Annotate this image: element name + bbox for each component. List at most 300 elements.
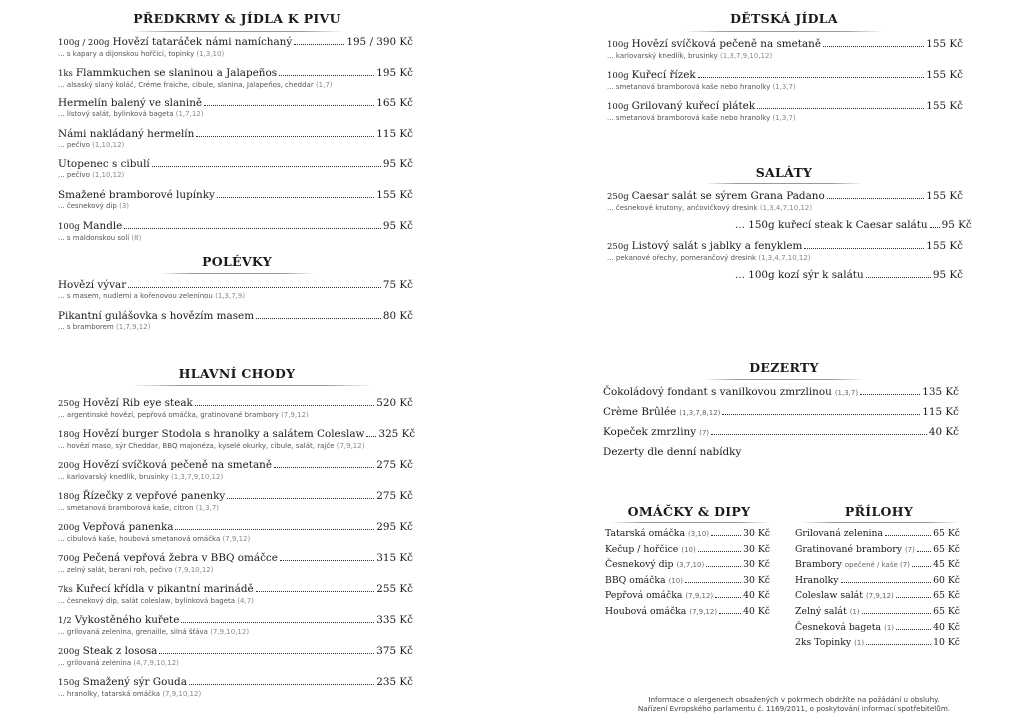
item-name: Kopeček zmrzliny (603, 426, 697, 438)
item-name: Grilovaný kuřecí plátek (631, 100, 756, 112)
menu-item-line (58, 67, 413, 81)
item-description-text: ... listový salát, bylinková bageta (58, 110, 174, 119)
allergen-footer (604, 695, 984, 713)
menu-item (605, 528, 770, 540)
menu-item (795, 528, 960, 540)
item-quantity: 250g (607, 242, 629, 252)
dot-leader (159, 653, 374, 654)
dot-leader (256, 591, 375, 592)
dot-leader (722, 414, 920, 415)
item-price: 95 Kč (382, 158, 413, 171)
menu-item-line (605, 606, 770, 618)
item-quantity: 100g / 200g (58, 38, 110, 48)
item-quantity: 200g (58, 647, 80, 657)
item-name: Hranolky (795, 574, 839, 586)
item-description (58, 504, 413, 513)
dot-leader (804, 248, 924, 249)
section-title-dezerty: DEZERTY (749, 360, 819, 375)
dot-leader (706, 566, 741, 567)
dot-leader (860, 394, 920, 395)
menu-item (605, 590, 770, 602)
footer-line-1: Informace o alergenech obsažených v pokrmech obdržíte na požádání u obsluhy. (648, 695, 940, 704)
item-name: Coleslaw salát (795, 590, 863, 602)
dot-leader (719, 613, 741, 614)
menu-item (607, 190, 972, 232)
item-description (607, 114, 963, 123)
item-price: 155 Kč (926, 100, 963, 112)
item-description-text: ... pečivo (58, 171, 90, 180)
menu-item (795, 575, 960, 587)
item-quantity: 700g (58, 554, 80, 564)
item-price: 255 Kč (376, 583, 413, 595)
item-name: Hovězí vývar (58, 279, 127, 291)
menu-item-line (58, 676, 413, 690)
item-price: 115 Kč (922, 406, 959, 418)
item-name: Čokoládový fondant s vanilkovou zmrzlinou (603, 386, 832, 398)
dot-leader (256, 318, 381, 319)
item-quantity: 7ks (58, 585, 73, 595)
menu-item-line (795, 622, 960, 634)
item-description (58, 110, 413, 119)
item-price: 65 Kč (933, 590, 960, 602)
item-description (58, 566, 413, 575)
item-name: Zelný salát (795, 606, 847, 617)
item-description (58, 292, 413, 301)
item-price: 65 Kč (933, 528, 960, 539)
item-allergens: (7,9,12) (685, 592, 714, 601)
item-name: Námi nakládaný hermelín (58, 127, 195, 140)
item-name: Kečup / hořčice (605, 543, 679, 555)
menu-item-line (58, 614, 413, 628)
item-allergens: (7,9,10,12) (162, 690, 202, 698)
menu-item-line (795, 528, 960, 540)
item-name: Řízečky z vepřové panenky (82, 490, 226, 502)
menu-item (58, 552, 413, 575)
extra-name: ... 100g kozí sýr k salátu (735, 269, 864, 281)
section-rule (160, 273, 314, 274)
item-allergens: (1,7,12) (175, 110, 204, 119)
menu-item (607, 100, 963, 123)
item-allergens: (8) (131, 233, 142, 242)
item-quantity: 100g (607, 102, 629, 112)
item-allergens: (7,9,12) (222, 535, 251, 543)
item-price: 30 Kč (743, 559, 770, 571)
item-description (607, 52, 963, 61)
item-price: 155 Kč (926, 190, 963, 202)
item-price: 195 Kč (376, 66, 413, 79)
item-price: 65 Kč (933, 606, 960, 617)
dot-leader (279, 75, 374, 76)
item-quantity: 100g (607, 40, 629, 50)
item-allergens: (1,10,12) (92, 171, 125, 180)
menu-item-line (607, 240, 963, 254)
item-description-text: ... smetanová bramborová kaše, citron (58, 504, 194, 512)
item-name: Mandle (82, 219, 123, 232)
item-description (58, 442, 413, 451)
item-description (58, 81, 413, 90)
section-rule (800, 522, 960, 523)
item-name: Pepřová omáčka (605, 590, 683, 602)
item-name: BBQ omáčka (605, 574, 666, 586)
item-name: Vepřová panenka (82, 521, 174, 533)
item-quantity: 180g (58, 492, 80, 502)
section-rule (704, 183, 864, 184)
dot-leader (711, 535, 741, 536)
item-price: 135 Kč (922, 386, 959, 398)
item-allergens: (1,3,10) (196, 50, 225, 58)
item-allergens: (4,7) (237, 597, 254, 605)
menu-item (795, 637, 960, 649)
item-name: Hovězí tataráček námi namíchaný (112, 36, 293, 48)
item-name: Brambory (795, 559, 842, 571)
menu-item (795, 606, 960, 618)
menu-item (795, 559, 960, 571)
item-description-text: ... zelný salát, beraní roh, pečivo (58, 566, 173, 574)
item-name: Hermelín balený ve slanině (58, 97, 203, 110)
item-allergens: (1) (884, 623, 895, 632)
item-description-text: ... smetanová bramborová kaše nebo hranolky (607, 114, 771, 122)
item-allergens: (1,3,7) (195, 504, 220, 512)
dot-leader (124, 228, 381, 229)
section-rule (610, 522, 770, 523)
dot-leader (823, 46, 924, 47)
item-description (58, 597, 413, 606)
menu-item-line (795, 575, 960, 587)
item-price: 45 Kč (933, 559, 960, 571)
dot-leader (685, 582, 741, 583)
item-allergens: (3,10) (688, 530, 710, 538)
menu-item (58, 67, 413, 90)
menu-item-line (58, 490, 413, 504)
item-description (58, 234, 413, 243)
item-description (58, 323, 413, 332)
menu-item-line (603, 446, 959, 459)
footer-line-2: Nařízení Evropského parlamentu č. 1169/2011, o poskytování informací spotřebitelům. (637, 704, 951, 713)
section-title-salaty: SALÁTY (755, 165, 813, 180)
item-allergens: (1,7) (315, 80, 333, 89)
menu-item (58, 490, 413, 513)
item-allergens: (7,9,12) (865, 592, 894, 601)
item-name: Hovězí burger Stodola s hranolky a salátem Coleslaw (82, 428, 365, 440)
menu-item (58, 36, 413, 59)
item-allergens: (4,7,9,10,12) (133, 659, 179, 667)
item-name: Gratinované brambory (795, 543, 902, 555)
item-description-text: ... s kapary a dijonskou hořčicí, topinky (58, 50, 195, 58)
item-name: Hovězí Rib eye steak (82, 397, 193, 409)
item-description-text: ... česnekové krutony, ančovičkový dresink (607, 204, 758, 212)
item-price: 30 Kč (743, 528, 770, 539)
menu-item-line (58, 220, 413, 234)
item-price: 30 Kč (743, 574, 770, 586)
item-price: 165 Kč (376, 97, 413, 110)
item-price: 65 Kč (933, 543, 960, 555)
menu-item (603, 406, 959, 420)
item-description-text: ... cibulová kaše, houbová smetanová omáčka (58, 535, 221, 543)
menu-item (58, 189, 413, 211)
item-allergens: (1,3,7,9,10,12) (719, 52, 773, 60)
menu-item (58, 614, 413, 637)
item-quantity: 100g (58, 221, 80, 232)
item-price: 40 Kč (743, 606, 770, 617)
menu-item-line (603, 406, 959, 420)
item-name: Caesar salát se sýrem Grana Padano (631, 190, 825, 202)
menu-item-line (58, 279, 413, 292)
item-price: 95 Kč (382, 219, 413, 232)
item-allergens: (1) (849, 608, 860, 616)
item-description (607, 83, 963, 92)
dot-leader (204, 105, 374, 106)
item-name: Česnekový dip (605, 559, 674, 571)
menu-item-line (603, 426, 959, 440)
item-description (58, 628, 413, 637)
item-price: 195 / 390 Kč (346, 36, 413, 48)
dot-leader (866, 644, 931, 645)
item-description-text: ... s bramborem (58, 322, 114, 331)
dot-leader (294, 44, 344, 45)
menu-item (607, 69, 963, 92)
item-price: 275 Kč (376, 490, 413, 502)
item-name: Kuřecí křídla v pikantní marinádě (75, 583, 254, 595)
item-description-text: ... pečivo (58, 140, 90, 149)
item-quantity: 100g (607, 71, 629, 81)
menu-item-line (58, 428, 416, 442)
item-price: 30 Kč (743, 543, 770, 555)
item-price: 155 Kč (926, 69, 963, 81)
item-price: 235 Kč (376, 676, 413, 688)
item-allergens: (1,10,12) (92, 140, 125, 149)
item-description (607, 204, 963, 213)
item-description-text: ... alsaský slaný koláč, Créme fraiche, cibule, slanina, Jalapeños, cheddar (58, 80, 314, 89)
item-description (58, 411, 413, 420)
item-description-text: ... česnekový dip, salát coleslaw, bylinková bageta (58, 597, 236, 605)
menu-item (795, 590, 960, 602)
menu-item (607, 38, 963, 61)
item-name: Smažený sýr Gouda (82, 676, 187, 688)
menu-item-line (605, 559, 770, 571)
item-price: 10 Kč (933, 637, 960, 649)
menu-item (58, 676, 413, 699)
menu-item (58, 459, 413, 482)
item-price: 80 Kč (382, 309, 413, 322)
section-title-prilohy: PŘÍLOHY (844, 504, 914, 519)
menu-item-line (58, 459, 413, 473)
dot-leader (698, 551, 741, 552)
section-rule (130, 385, 374, 386)
dot-leader (217, 197, 374, 198)
item-price: 275 Kč (376, 459, 413, 471)
menu-item (603, 426, 959, 440)
item-price: 115 Kč (376, 127, 413, 140)
menu-item (605, 606, 770, 618)
dot-leader (366, 436, 376, 437)
dot-leader (866, 277, 931, 278)
item-allergens: (1,3,7,8,12) (679, 409, 721, 417)
dot-leader (280, 560, 374, 561)
menu-item-line (795, 590, 960, 602)
item-allergens: (1,3,7) (772, 83, 796, 91)
item-name: 2ks Topinky (795, 637, 852, 649)
menu-item-line (605, 528, 770, 540)
menu-item (58, 645, 413, 668)
dot-leader (128, 287, 381, 288)
item-name: Dezerty dle denní nabídky (603, 446, 742, 458)
item-allergens: (1) (854, 639, 865, 648)
item-name: Česneková bageta (795, 621, 882, 633)
dot-leader (930, 227, 940, 228)
menu-item-line (607, 69, 963, 83)
item-name: Vykostěného kuřete (74, 614, 180, 626)
menu-item-line (58, 397, 413, 411)
item-name: Utopenec s cibulí (58, 158, 150, 171)
menu-item (58, 397, 413, 420)
item-price: 325 Kč (378, 428, 416, 440)
item-name: Hovězí svíčková pečeně na smetaně (82, 459, 273, 471)
dot-leader (175, 529, 374, 530)
menu-item-line (58, 128, 413, 141)
item-description-text: ... s masem, nudlemi a kořenovou zeleninou (58, 292, 213, 300)
section-title-predkrmy: PŘEDKRMY & JÍDLA K PIVU (133, 11, 341, 26)
menu-item-line (795, 606, 960, 618)
menu-item (605, 544, 770, 556)
item-allergens: (1,3,7) (834, 389, 859, 397)
item-name: Pikantní gulášovka s hovězím masem (58, 309, 255, 322)
menu-item-line (58, 189, 413, 202)
section-rule (130, 31, 344, 32)
menu-item-line (58, 310, 413, 323)
dot-leader (912, 566, 931, 567)
item-quantity: 250g (58, 399, 80, 409)
item-price: 40 Kč (743, 590, 770, 602)
item-description-text: ... smetanová bramborová kaše nebo hranolky (607, 83, 771, 91)
dot-leader (862, 613, 931, 614)
section-title-hlavni: HLAVNÍ CHODY (178, 366, 296, 381)
menu-item (58, 158, 413, 180)
item-quantity: 1ks (58, 68, 73, 79)
item-quantity: 250g (607, 192, 629, 202)
item-description-text: ... hovězí maso, sýr Cheddar, BBQ majonéza, kyselé okurky, cibule, salát, rajče (58, 442, 335, 450)
menu-item (58, 310, 413, 332)
dot-leader (698, 77, 925, 78)
dot-leader (227, 498, 374, 499)
menu-item-extra (607, 219, 972, 232)
dot-leader (896, 629, 931, 630)
item-allergens: (7) (904, 545, 915, 554)
dot-leader (757, 108, 924, 109)
item-allergens: opečené / kaše (7) (844, 561, 910, 570)
menu-item-line (795, 559, 960, 571)
item-name: Pečená vepřová žebra v BBQ omáčce (82, 552, 278, 564)
item-allergens: (1,3,7,9,10,12) (170, 473, 224, 481)
menu-item-line (58, 521, 413, 535)
dot-leader (189, 684, 374, 685)
item-description (58, 659, 413, 668)
menu-item (58, 128, 413, 150)
menu-item-line (58, 583, 413, 597)
item-name: Listový salát s jablky a fenyklem (631, 240, 803, 252)
dot-leader (885, 535, 931, 536)
dot-leader (711, 434, 927, 435)
item-allergens: (3,7,10) (676, 561, 705, 570)
item-allergens: (7,9,10,12) (174, 566, 214, 574)
item-description (58, 690, 413, 699)
item-price: 295 Kč (376, 521, 413, 533)
item-description-text: ... s maldonskou solí (58, 233, 130, 242)
extra-price: 95 Kč (932, 269, 963, 281)
item-quantity: 150g (58, 678, 80, 688)
menu-item-line (58, 97, 413, 110)
dot-leader (841, 582, 932, 583)
section-rule (704, 379, 864, 380)
menu-item (795, 622, 960, 634)
item-allergens: (1,3,7) (772, 114, 796, 122)
item-description-text: ... grilovaná zelenina, grenaille, silná šťáva (58, 628, 208, 636)
item-description-text: ... argentinské hovězí, pepřová omáčka, gratinované brambory (58, 411, 279, 419)
item-quantity: 180g (58, 430, 80, 440)
item-quantity: 1/2 (58, 616, 72, 626)
section-title-detska: DĚTSKÁ JÍDLA (730, 11, 838, 26)
item-name: Steak z lososa (82, 645, 158, 657)
menu-item (605, 559, 770, 571)
menu-item (603, 446, 959, 459)
menu-item-line (58, 36, 413, 50)
item-name: Flammkuchen se slaninou a Jalapeños (75, 66, 278, 79)
item-allergens: (3) (119, 202, 130, 210)
item-description-text: ... pekanové ořechy, pomerančový dresink (607, 254, 757, 262)
item-price: 40 Kč (928, 426, 959, 438)
item-name: Smažené bramborové lupínky (58, 189, 215, 201)
menu-item (58, 279, 413, 301)
item-allergens: (10) (681, 545, 696, 554)
menu-item-line (795, 544, 960, 556)
menu-item-line (605, 590, 770, 602)
item-allergens: (1,3,7,9) (215, 292, 246, 300)
item-description-text: ... grilovaná zelenina (58, 659, 132, 667)
menu-item (58, 583, 413, 606)
item-description-text: ... karlovarský knedlík, brusinky (58, 473, 169, 481)
menu-item (58, 521, 413, 544)
item-name: Crème Brûlée (603, 406, 677, 418)
menu-item-line (58, 158, 413, 171)
extra-name: ... 150g kuřecí steak k Caesar salátu (735, 219, 928, 231)
menu-item-line (603, 386, 959, 400)
menu-item-extra (607, 269, 963, 282)
menu-item (607, 240, 963, 282)
item-allergens: (7) (699, 429, 710, 437)
menu-item (605, 575, 770, 587)
dot-leader (195, 405, 374, 406)
item-price: 40 Kč (933, 621, 960, 633)
item-description (58, 473, 413, 482)
item-price: 520 Kč (376, 397, 413, 409)
menu-item-line (795, 637, 960, 649)
item-description-text: ... karlovarský knedlík, brusinky (607, 52, 718, 60)
dot-leader (715, 597, 741, 598)
item-name: Grilovaná zelenina (795, 528, 884, 539)
item-price: 60 Kč (933, 574, 960, 586)
item-allergens: (7,9,10,12) (210, 628, 250, 636)
item-price: 155 Kč (376, 189, 413, 201)
section-title-polevky: POLÉVKY (202, 254, 272, 269)
dot-leader (181, 622, 374, 623)
item-quantity: 200g (58, 461, 80, 471)
menu-item-line (605, 575, 770, 587)
menu-item (58, 220, 413, 243)
section-title-omacky: OMÁČKY & DIPY (627, 504, 751, 519)
item-allergens: (7,9,12) (336, 442, 365, 450)
item-allergens: (7,9,12) (689, 608, 718, 616)
item-name: Hovězí svíčková pečeně na smetaně (631, 38, 822, 50)
item-description (58, 202, 413, 211)
